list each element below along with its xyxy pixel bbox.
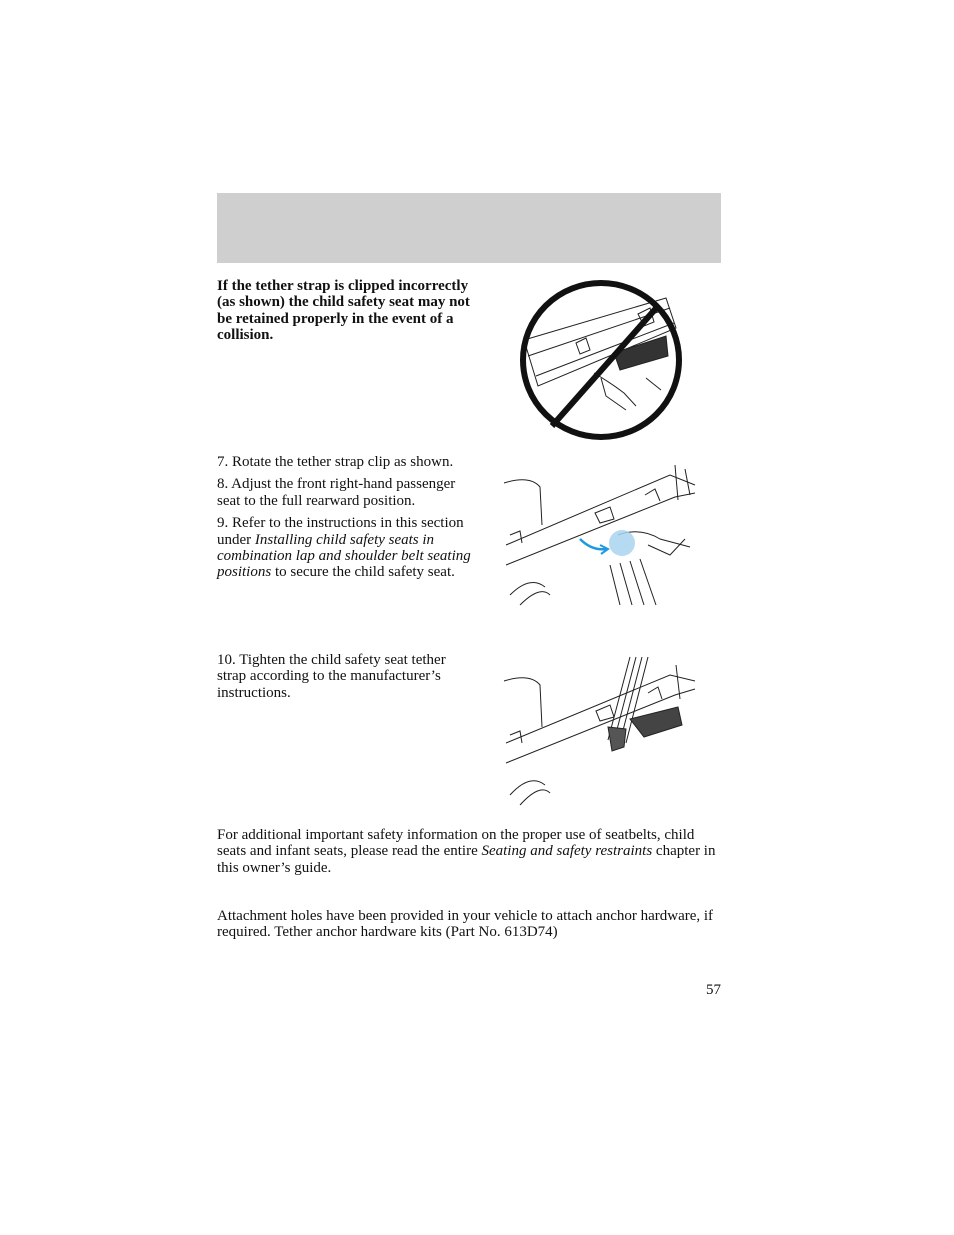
safety-info-paragraph (217, 827, 717, 876)
safety-info-text-end: chapter in this owner’s guide. (217, 843, 716, 876)
steps-block-1 (217, 454, 475, 587)
step-10: 10. Tighten the child safety seat tether strap according to the manufacturer’s instructions. (217, 652, 446, 701)
safety-info-text: For additional important safety information on the proper use of seatbelts, child seats and infant seats, please read the entire (217, 827, 695, 860)
page-number: 57 (706, 982, 721, 998)
step-9-text: 9. Refer to the instructions in this section under (217, 515, 464, 548)
steps-block-2 (217, 652, 475, 707)
tighten-strap-illustration (500, 655, 700, 815)
rotate-clip-illustration (500, 455, 700, 615)
chapter-reference: Seating and safety restraints (481, 843, 653, 860)
step-9-text-end: to secure the child safety seat. (271, 564, 455, 581)
warning-text: If the tether strap is clipped incorrectly (as shown) the child safety seat may not be retained properly in the event of a collision. (217, 278, 470, 344)
step-8: 8. Adjust the front right-hand passenger seat to the full rearward position. (217, 476, 456, 509)
step-7: 7. Rotate the tether strap clip as shown. (217, 454, 454, 470)
header-band (217, 193, 721, 263)
attachment-holes-paragraph: Attachment holes have been provided in your vehicle to attach anchor hardware, if required. Tether anchor hardware kits (Part No. 613D74) (217, 908, 714, 941)
step-9-reference: Installing child safety seats in combination lap and shoulder belt seating positions (217, 531, 471, 581)
step-9 (217, 515, 475, 581)
incorrect-clip-illustration (516, 278, 686, 443)
